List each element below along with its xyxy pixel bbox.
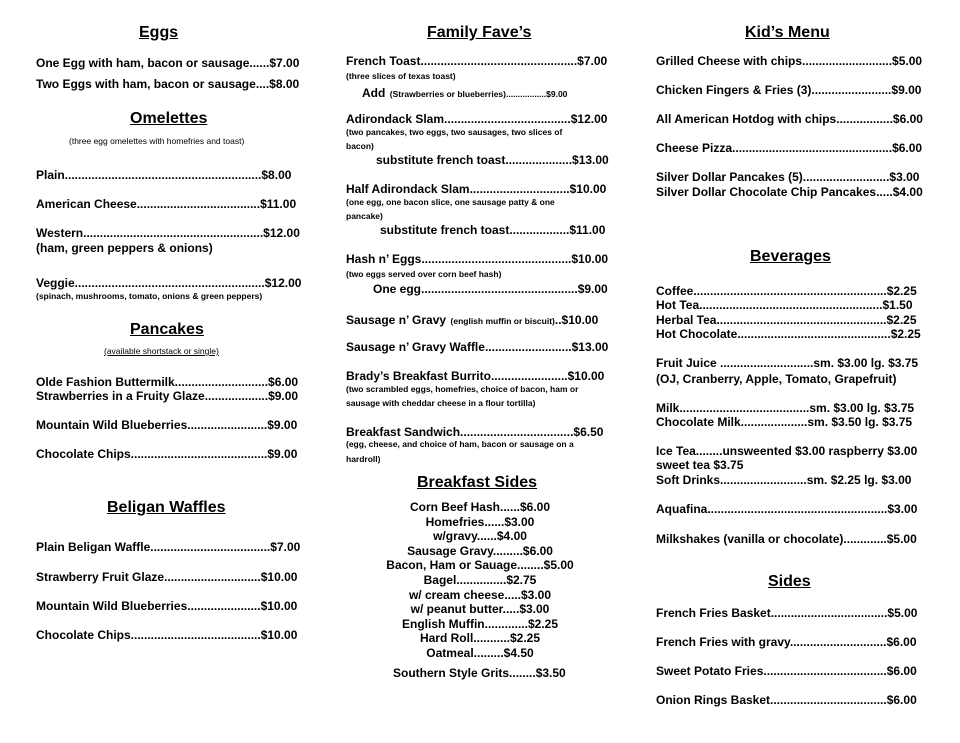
- item-description: (egg, cheese, and choice of ham, bacon or sausage on a: [346, 439, 574, 449]
- section-note: (available shortstack or single): [104, 346, 219, 356]
- item-description: (one egg, one bacon slice, one sausage patty & one: [346, 197, 555, 207]
- menu-item: Sweet Potato Fries.....................................$6.00: [656, 664, 917, 678]
- menu-item: Milkshakes (vanilla or chocolate).............$5.00: [656, 532, 917, 546]
- menu-item: Adirondack Slam......................................$12.00: [346, 112, 608, 126]
- item-description: (OJ, Cranberry, Apple, Tomato, Grapefruit): [656, 372, 897, 386]
- list-item: English Muffin.............$2.25: [401, 616, 559, 631]
- menu-item: French Fries with gravy.............................$6.00: [656, 635, 917, 649]
- item-description: pancake): [346, 211, 383, 221]
- item-description: (two pancakes, two eggs, two sausages, two slices of: [346, 127, 563, 137]
- menu-item: Chocolate Chips.........................................$9.00: [36, 447, 298, 461]
- menu-item: Soft Drinks..........................sm. $2.25 lg. $3.00: [656, 473, 912, 487]
- menu-item: Brady’s Breakfast Burrito.......................$10.00: [346, 369, 605, 383]
- item-description: (two scrambled eggs, homefries, choice of bacon, ham or: [346, 384, 579, 394]
- menu-item: Olde Fashion Buttermilk............................$6.00: [36, 375, 299, 389]
- list-item: Sausage Gravy.........$6.00: [407, 543, 553, 558]
- menu-item: Onion Rings Basket...................................$6.00: [656, 693, 917, 707]
- menu-item: Plain Beligan Waffle....................................$7.00: [36, 540, 301, 554]
- menu-item: Cheese Pizza................................................$6.00: [656, 141, 923, 155]
- breakfast-sides-heading: Breakfast Sides: [417, 474, 538, 491]
- item-description: (three slices of texas toast): [346, 71, 456, 81]
- list-item: Southern Style Grits........$3.50: [393, 666, 566, 680]
- menu-item: Breakfast Sandwich..................................$6.50: [346, 425, 604, 439]
- item-price: ..$10.00: [554, 313, 599, 327]
- eggs-heading: Eggs: [139, 24, 179, 41]
- menu-item: [362, 84, 567, 102]
- menu-item: One egg...............................................$9.00: [373, 282, 608, 296]
- menu-item: Western......................................................$12.00: [36, 226, 300, 240]
- menu-item: One Egg with ham, bacon or sausage......$7.00: [36, 56, 300, 70]
- menu-item: Hot Chocolate..............................................$2.25: [656, 327, 921, 341]
- item-detail: (english muffin or biscuit): [450, 316, 555, 326]
- menu-item: Milk.......................................sm. $3.00 lg. $3.75: [656, 401, 915, 415]
- menu-item: sweet tea $3.75: [656, 458, 744, 472]
- item-label: Add: [362, 86, 386, 100]
- item-description: (ham, green peppers & onions): [36, 241, 213, 255]
- menu-item: Half Adirondack Slam..............................$10.00: [346, 182, 607, 196]
- menu-item: Two Eggs with ham, bacon or sausage....$8.00: [36, 77, 300, 91]
- item-description: bacon): [346, 141, 374, 151]
- beverages-heading: Beverages: [750, 248, 831, 265]
- family-heading: Family Fave’s: [427, 24, 532, 41]
- list-item: Homefries......$3.00: [425, 514, 535, 529]
- menu-item: Fruit Juice ............................sm. $3.00 lg. $3.75: [656, 356, 919, 370]
- list-item: Oatmeal.........$4.50: [426, 645, 534, 660]
- menu-item: Hot Tea.......................................................$1.50: [656, 298, 913, 312]
- menu-item: Mountain Wild Blueberries........................$9.00: [36, 418, 298, 432]
- menu-item: Herbal Tea...................................................$2.25: [656, 313, 917, 327]
- item-description: hardroll): [346, 454, 381, 464]
- menu-item: Grilled Cheese with chips...........................$5.00: [656, 54, 923, 68]
- menu-item: Hash n’ Eggs.............................................$10.00: [346, 252, 609, 266]
- menu-item: Veggie.........................................................$12.00: [36, 276, 302, 290]
- item-detail: (Strawberries or blueberries).................$9.00: [389, 89, 568, 99]
- list-item: w/ peanut butter.....$3.00: [410, 602, 550, 617]
- menu-item: Strawberries in a Fruity Glaze...................$9.00: [36, 389, 299, 403]
- menu-item: French Fries Basket...................................$5.00: [656, 606, 918, 620]
- list-item: Corn Beef Hash......$6.00: [409, 500, 551, 514]
- pancakes-heading: Pancakes: [130, 321, 204, 338]
- menu-item: All American Hotdog with chips.................$6.00: [656, 112, 923, 126]
- menu-item: Ice Tea........unsweented $3.00 raspberry $3.00: [656, 444, 918, 458]
- section-note: (three egg omelettes with homefries and toast): [69, 136, 245, 146]
- item-label: Sausage n’ Gravy: [346, 313, 447, 327]
- menu-item: Silver Dollar Pancakes (5)..........................$3.00: [656, 170, 920, 184]
- item-description: (spinach, mushrooms, tomato, onions & green peppers): [36, 291, 263, 301]
- menu-item: Silver Dollar Chocolate Chip Pancakes.....$4.00: [656, 185, 923, 199]
- menu-item: Chocolate Chips.......................................$10.00: [36, 628, 298, 642]
- menu-item: [346, 311, 598, 329]
- list-item: Bagel...............$2.75: [423, 572, 537, 587]
- list-item: Hard Roll...........$2.25: [419, 631, 541, 646]
- menu-item: Strawberry Fruit Glaze.............................$10.00: [36, 570, 298, 584]
- list-item: Bacon, Ham or Sauage........$5.00: [386, 558, 574, 573]
- menu-item: Chocolate Milk....................sm. $3.50 lg. $3.75: [656, 415, 913, 429]
- omelettes-heading: Omelettes: [130, 110, 208, 127]
- menu-item: substitute french toast..................$11.00: [380, 223, 606, 237]
- breakfast-sides-list: [340, 500, 620, 661]
- menu-item: Sausage n’ Gravy Waffle..........................$13.00: [346, 340, 609, 354]
- menu-item: substitute french toast....................$13.00: [376, 153, 609, 167]
- item-description: (two eggs served over corn beef hash): [346, 269, 502, 279]
- sides-heading: Sides: [768, 573, 811, 590]
- list-item: w/gravy......$4.00: [433, 529, 527, 544]
- menu-item: French Toast...............................................$7.00: [346, 54, 608, 68]
- menu-item: Coffee..........................................................$2.25: [656, 284, 917, 298]
- item-description: sausage with cheddar cheese in a flour tortilla): [346, 398, 536, 408]
- kids-heading: Kid’s Menu: [745, 24, 830, 41]
- menu-item: Plain...........................................................$8.00: [36, 168, 292, 182]
- menu-item: Aquafina......................................................$3.00: [656, 502, 918, 516]
- waffles-heading: Beligan Waffles: [107, 499, 226, 516]
- menu-item: Chicken Fingers & Fries (3)........................$9.00: [656, 83, 922, 97]
- menu-item: American Cheese.....................................$11.00: [36, 197, 297, 211]
- list-item: w/ cream cheese.....$3.00: [408, 587, 552, 602]
- menu-item: Mountain Wild Blueberries......................$10.00: [36, 599, 298, 613]
